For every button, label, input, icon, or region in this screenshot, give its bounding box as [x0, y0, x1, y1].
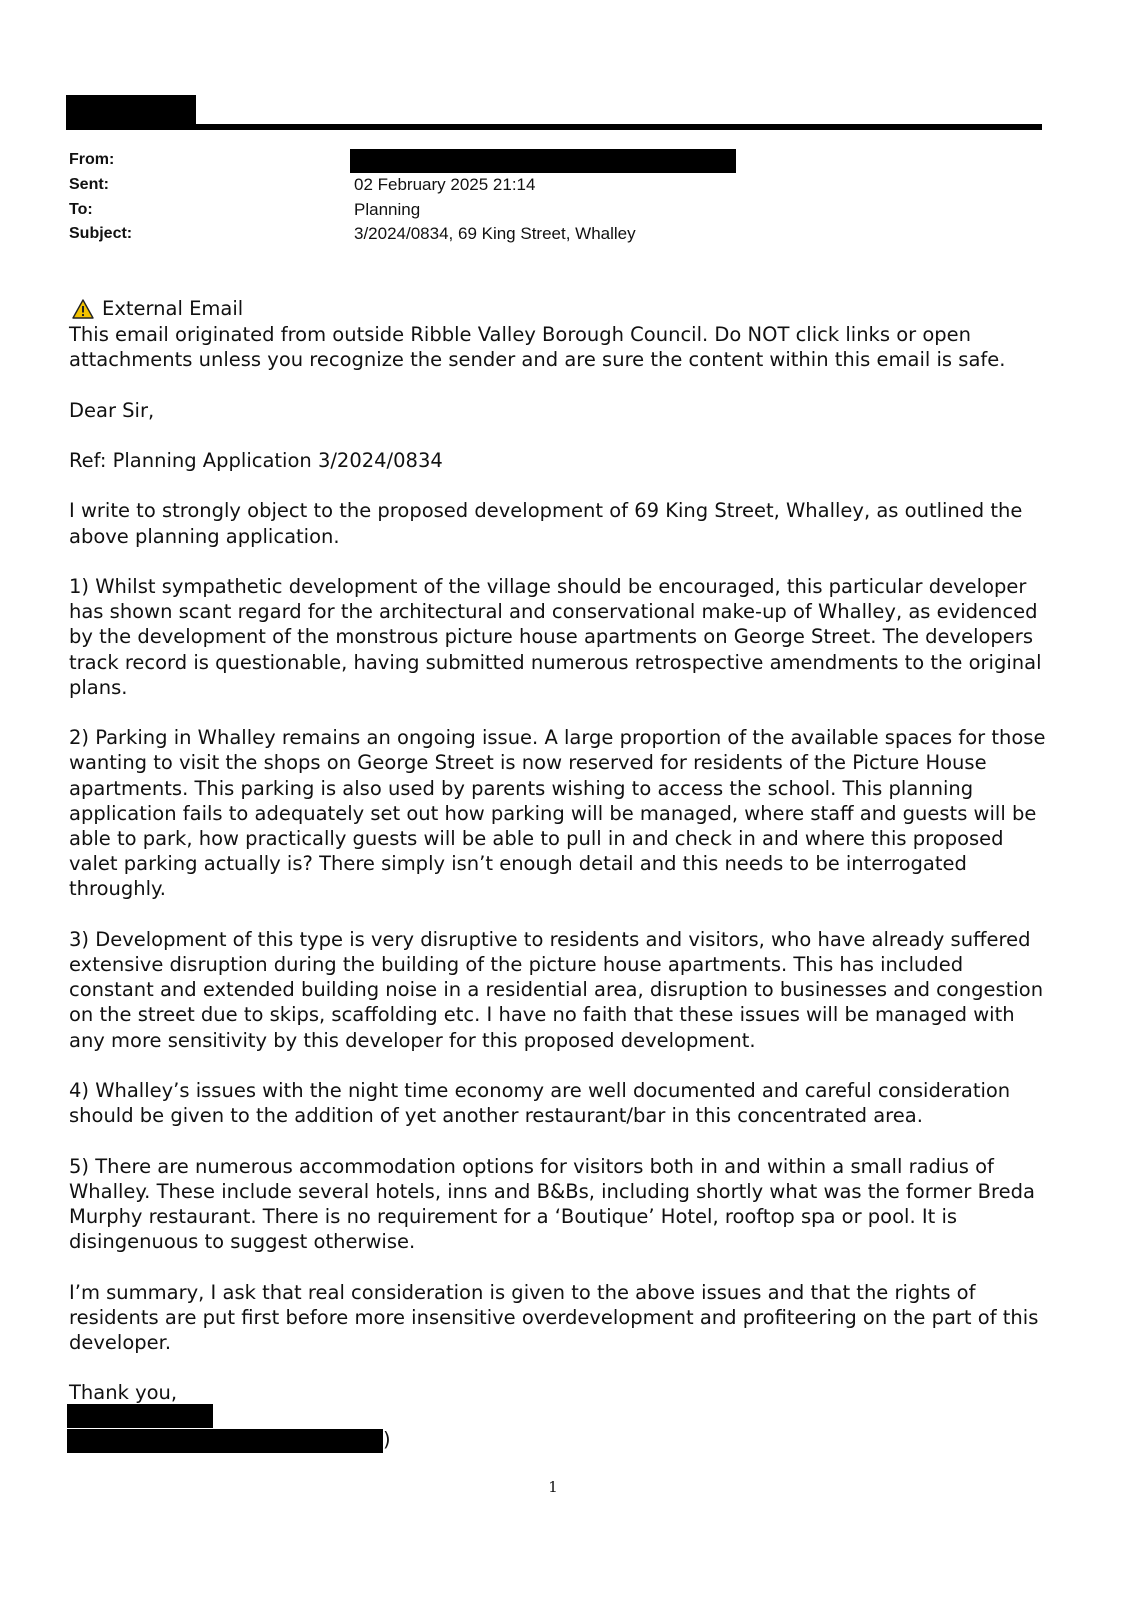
page-number: 1	[548, 1478, 558, 1496]
intro-paragraph: I write to strongly object to the proposed development of 69 King Street, Whalley, as outlined the above planning application.	[69, 499, 1023, 548]
redacted-signature-name	[67, 1404, 213, 1428]
closing: Thank you,	[69, 1381, 178, 1405]
warning-icon	[72, 299, 94, 319]
salutation: Dear Sir,	[69, 398, 155, 422]
sent-label: Sent:	[69, 176, 109, 193]
redacted-from-address	[350, 149, 736, 173]
objection-point-1: 1) Whilst sympathetic development of the village should be encouraged, this particular developer has shown scant regard for the architectural and conservational make-up of Whalley, as evidenced by the development of the monstrous picture house apartments on George Street. The developers track record is questionable, having submitted numerous retrospective amendments to the original plans.	[69, 574, 1042, 699]
objection-point-3: 3) Development of this type is very disruptive to residents and visitors, who have already suffered extensive disruption during the building of the picture house apartments. This has included constant and extended building noise in a residential area, disruption to businesses and congestion on the street due to skips, scaffolding etc. I have no faith that these issues will be managed with any more sensitivity by this developer for this proposed development.	[69, 927, 1044, 1052]
from-label: From:	[69, 151, 115, 168]
email-body	[69, 322, 1054, 1406]
external-email-banner-title	[72, 296, 243, 322]
objection-point-5: 5) There are numerous accommodation options for visitors both in and within a small radius of Whalley. These include several hotels, inns and B&Bs, including shortly what was the former Breda Murphy restaurant. There is no requirement for a ‘Boutique’ Hotel, rooftop spa or pool. It is disingenuous to suggest otherwise.	[69, 1154, 1035, 1254]
header-divider-rule	[66, 124, 1042, 130]
external-email-label: External Email	[102, 297, 244, 320]
sent-value: 02 February 2025 21:14	[354, 175, 536, 194]
subject-label: Subject:	[69, 225, 133, 242]
external-email-notice: This email originated from outside Ribble Valley Borough Council. Do NOT click links or open attachments unless you recognize the sender and are sure the content within this email is safe.	[69, 323, 1006, 372]
subject-value: 3/2024/0834, 69 King Street, Whalley	[354, 224, 636, 243]
objection-point-4: 4) Whalley’s issues with the night time economy are well documented and careful consideration should be given to the addition of yet another restaurant/bar in this concentrated area.	[69, 1078, 1011, 1128]
redacted-signature-address	[67, 1429, 383, 1453]
objection-point-2: 2) Parking in Whalley remains an ongoing issue. A large proportion of the available spaces for those wanting to visit the shops on George Street is now reserved for residents of the Picture House apartments. This parking is also used by parents wishing to access the school. This planning application fails to adequately set out how parking will be managed, where staff and guests will be able to park, how practically guests will be able to pull in and check in and where this proposed valet parking actually is? There simply isn’t enough detail and this needs to be interrogated throughly.	[69, 726, 1046, 901]
summary-paragraph: I’m summary, I ask that real consideration is given to the above issues and that the rights of residents are put first before more insensitive overdevelopment and profiteering on the part of this developer.	[69, 1280, 1039, 1354]
reference-line: Ref: Planning Application 3/2024/0834	[69, 448, 443, 472]
to-value: Planning	[354, 200, 421, 219]
signature-closing-parenthesis: )	[383, 1428, 391, 1451]
to-label: To:	[69, 201, 93, 218]
